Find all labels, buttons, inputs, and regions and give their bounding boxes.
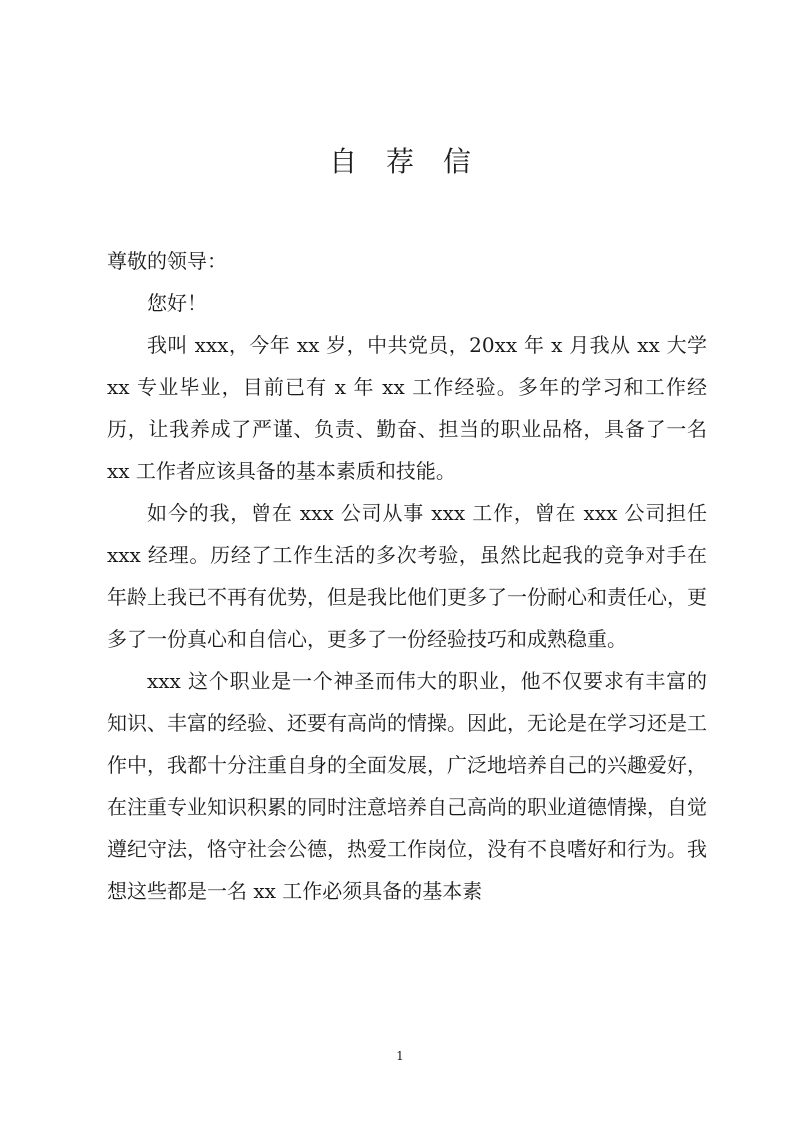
greeting: 您好！ (147, 291, 207, 315)
paragraph-introduction: 我叫 xxx，今年 xx 岁，中共党员，20xx 年 x 月我从 xx 大学 xx 专业毕业，目前已有 x 年 xx 工作经验。多年的学习和工作经历，让我养成了严谨、负责、勤奋、担当的职业品格，具备了一名 xx 工作者应该具备的基本素质和技能。 (107, 333, 707, 483)
letter-title: 自 荐 信 (329, 145, 481, 178)
paragraph-experience: 如今的我，曾在 xxx 公司从事 xxx 工作，曾在 xxx 公司担任 xxx 经理。历经了工作生活的多次考验，虽然比起我的竞争对手在年龄上我已不再有优势，但是我比他们更多了一份耐心和责任心，更多了一份真心和自信心，更多了一份经验技巧和成熟稳重。 (107, 501, 707, 651)
paragraph-qualities: xxx 这个职业是一个神圣而伟大的职业，他不仅要求有丰富的知识、丰富的经验、还要有高尚的情操。因此，无论是在学习还是工作中，我都十分注重自身的全面发展，广泛地培养自己的兴趣爱好，在注重专业知识积累的同时注意培养自己高尚的职业道德情操，自觉遵纪守法，恪守社会公德，热爱工作岗位，没有不良嗜好和行为。我想这些都是一名 xx 工作必须具备的基本素 (107, 669, 707, 903)
letter-body (107, 240, 707, 912)
page-number: 1 (396, 1049, 404, 1063)
salutation: 尊敬的领导： (107, 249, 227, 273)
